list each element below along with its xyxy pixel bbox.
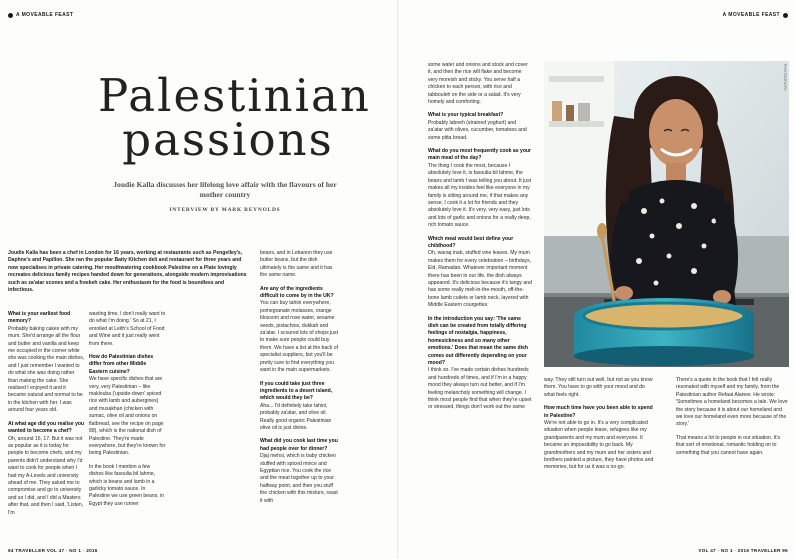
qa-paragraph [8,421,85,517]
folio-right: VOL 47 · NO 1 · 2016 TRAVELLER 95 [698,548,788,553]
interview-answer: wasting time, I don't really want to do what I'm doing.' So at 21, I enrolled at Leith's School of Food and Wine and it just really went from there. [89,311,166,347]
running-head-right-text: A MOVEABLE FEAST [722,12,780,18]
interview-question: Which meal would best define your childhood? [428,235,514,249]
qa-paragraph [428,236,532,310]
bullet-icon [783,13,788,18]
interview-answer: Probably baking cakes with my mum. She'd arrange all the flour and butter and vanilla and keep me occupied in the corner while she was cooking the main dishes, and I just remember I wanted to do what she was doing rather than making the cake. She realised I enjoyed it and it became natural and normal to be in the kitchen with her. I was around four years old. [8,325,85,414]
qa-paragraph [544,377,654,399]
interview-answer: Probably labneh (strained yoghurt) and za'atar with olives, cucumber, tomatoes and some pitta bread. [428,119,527,141]
qa-paragraph [428,112,532,142]
photo-credit: PHOTOGRAPH [783,64,787,92]
running-head-left [8,12,73,18]
interview-question: Are any of the ingredients difficult to come by in the UK? [260,285,334,300]
interview-answer: Oh, around 16, 17. But it was not as popular as it is today for people to become chefs, and my parents didn't understand why I'd want to cook for people when I had my A-Levels and university ahead of me. They asked me to compromise and go to university and so I did, and I did a Masters after that, and then I said, 'Listen, I'm [8,435,84,516]
text-column-2 [89,311,166,514]
interview-answer: I think so. I've made certain dishes hundreds and hundreds of times, and if I'm in a happy mood they always turn out better, and if I'm feeling melancholy something will change. I think most people find that when they're upset or stressed, things don't work out the same [428,367,532,411]
intro-paragraph: Joudie Kalla has been a chef in London for 16 years, working at restaurants such as Pengelley's, Daphne's and Papillon. She ran the popular Baity Kitchen deli and restaurant for three years and now specialises in private catering. Her mouthwatering cookbook Palestine on a Plate lovingly recreates delicious family recipes handed down for generations, alongside modern improvisations such as za'atar scones and a freekeh cake. Her enthusiasm for the food is boundless and infectious. [8,250,247,294]
interview-question: What is your typical breakfast? [428,112,504,119]
text-column-1 [8,311,85,523]
folio-left: 94 TRAVELLER VOL 47 · NO 1 · 2016 [8,548,98,553]
running-head-right [723,12,788,18]
chef-portrait-illustration [544,61,789,367]
qa-paragraph [676,377,788,429]
interview-answer: The thing I cook the most, because I absolutely love it, is fasoulia bil lahme, the beans and lamb I was telling you about. It just makes all my insides feel like everyone in my family is sitting around me, if that makes any sense. I cook it a lot for friends and they absolutely love it. It's very, very easy, just lots and lots of garlic and onions for a really deep, rich tomato sauce. [428,162,532,229]
qa-paragraph [89,311,166,348]
qa-paragraph [89,354,166,458]
interview-question: What is your earliest food memory? [8,311,71,325]
interview-question: How much time have you been able to spend in Palestine? [544,405,653,419]
qa-paragraph [428,148,532,229]
text-column-5 [544,377,654,478]
interview-question: At what age did you realise you wanted to become a chef? [8,420,85,435]
interview-answer: In the book I mention a few dishes like fasoulia bil lahme, which is beans and lamb in a garlicky tomato sauce. In Palestine we use green beans, in Egypt they use runner [89,463,165,507]
article-deck: Joudie Kalla discusses her lifelong love affair with the flavours of her mother country [113,180,337,199]
interview-answer: We have specific dishes that are very, very Palestinian – like maklouba ('upside-down' spiced rice with lamb and aubergines) and musakhan (chicken with sumac, olive oil and onions on flatbread, see the recipe on page 88), which is the national dish of Palestine. They're made everywhere, but they're known for being Palestinian. [89,376,166,457]
interview-answer: We're not able to go in. It's a very complicated situation when people leave, refugees like my grandparents and my mum and everyone. It became an impossibility to go back. My grandmothers and my mum and her sisters and brothers painted a picture, they have photos and memories, but for us it was a no-go. [544,420,654,471]
article-title [98,69,371,166]
interview-question: How do Palestinian dishes differ from other Middle Eastern cuisine? [89,354,154,375]
qa-paragraph [428,62,532,106]
interview-question: If you could take just three ingredients to a desert island, which would they be? [260,380,333,402]
interview-answer: Oh, waraq inab, stuffed vine leaves. My mum makes them for every celebration – birthdays, Eid, Ramadan. Whatever important moment there has been in our life, the dish always appeared. It's delicious because it's tangy and has some really melt-in-the-mouth, off-the-bone lamb cutlets or lamb neck, layered with Middle Eastern courgettes. [428,250,532,309]
qa-paragraph [260,381,340,433]
text-column-4 [428,62,532,418]
interview-answer: That means a lot to people in our situation. It's that sort of emotional, romantic holding on to something that you cannot have again. [676,434,781,456]
qa-paragraph [428,316,532,412]
interview-question: In the introduction you say: 'The same dish can be created from totally differing feelings of nostalgia, happiness, homesickness and so many other emotions.' Does that mean the same dish comes out differently depending on your mood? [428,315,528,367]
interview-answer: some water and onions and stock and cover it, and then the rice will flake and become very moreish and sticky. You serve half a chicken to each person, with rice and tabbouleh on the side or a salad. It's very homely and comforting. [428,62,528,106]
byline: INTERVIEW BY MARK REYNOLDS [169,207,281,213]
title-line-2: passions [122,113,334,166]
interview-answer: way. They still turn out well, but not as you know them. You have to go with your mood and do what feels right. [544,377,653,398]
interview-question: What did you cook last time you had people over for dinner? [260,438,338,452]
qa-paragraph [260,250,340,280]
interview-answer: Djaj mehsi, which is baby chicken stuffed with spiced mince and Egyptian rice. You cook the rice and the meat together up to your halfway point, and then you stuff the chicken with this mixture, roast it with [260,453,338,504]
chef-photo [544,61,789,367]
running-head-left-text: A MOVEABLE FEAST [16,12,74,18]
interview-answer: beans, and in Lebanon they use butter beans, but the dish ultimately is the same and it has the same name. [260,250,333,279]
interview-answer: There's a quote in the book that I felt really resonated with myself and my family, from the Palestinian author Refaat Alareer. He wrote: 'Sometimes a homeland becomes a tale. We love the story because it is about our homeland and we love our homeland even more because of the story.' [676,377,788,428]
text-column-6 [676,377,788,463]
qa-paragraph [8,311,85,415]
text-column-3 [260,250,340,511]
qa-paragraph [544,405,654,472]
page-gutter [397,0,399,559]
qa-paragraph [89,464,166,508]
bullet-icon [8,13,13,18]
title-line-1: Palestinian [98,69,371,122]
qa-paragraph [676,435,788,457]
interview-question: What do you most frequently cook as your main meal of the day? [428,148,532,162]
qa-paragraph [260,438,340,505]
qa-paragraph [260,286,340,375]
interview-answer: You can buy tahini everywhere, pomegranate molasses, orange blossom and rose water, sesame seeds, pistachios, dukkah and za'atar. I scoured lots of shops just to make sure people could buy them. We have a list at the back of specialist suppliers, but you'll be pretty sure to find everything you want in the main supermarkets. [260,300,339,374]
interview-answer: Aha... I'd definitely take tahini, probably za'atar, and olive oil. Really good organic Palestinian olive oil is just divine. [260,402,332,431]
